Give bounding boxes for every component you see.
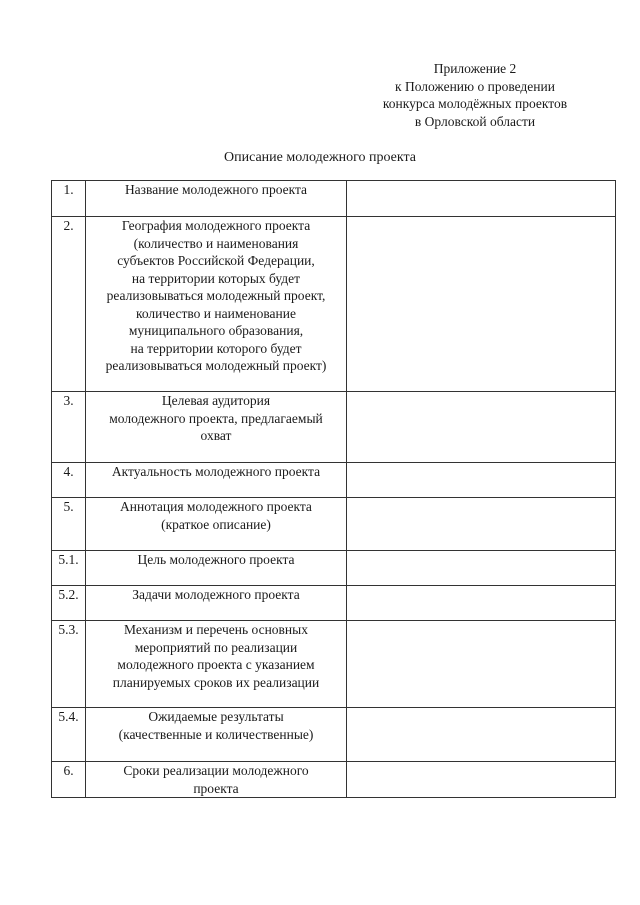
row-number: 4. [52, 463, 86, 498]
row-label: Цель молодежного проекта [86, 551, 347, 586]
table-row [52, 621, 616, 708]
row-number: 5.2. [52, 586, 86, 621]
row-label: Механизм и перечень основных мероприятий по реализации молодежного проекта с указанием планируемых сроков их реализации [86, 621, 347, 708]
table-row [52, 181, 616, 217]
appendix-line: в Орловской области [414, 113, 536, 129]
table-row [52, 551, 616, 586]
table-row [52, 708, 616, 762]
row-value-cell [347, 621, 616, 708]
row-number: 5.4. [52, 708, 86, 762]
row-label: География молодежного проекта (количество и наименования субъектов Российской Федерации, на территории которых будет реализовываться молодежный проект, количество и наименование муниципального образования, на территории которого будет реализовываться молодежный проект) [86, 217, 347, 392]
row-label: Актуальность молодежного проекта [86, 463, 347, 498]
row-label: Ожидаемые результаты (качественные и количественные) [86, 708, 347, 762]
row-label: Аннотация молодежного проекта (краткое описание) [86, 498, 347, 551]
document-title: Описание молодежного проекта [223, 150, 417, 165]
row-value-cell [347, 551, 616, 586]
row-number: 5.3. [52, 621, 86, 708]
table-row [52, 463, 616, 498]
appendix-line: конкурса молодёжных проектов [382, 96, 568, 111]
row-label: Название молодежного проекта [86, 181, 347, 217]
row-number: 5. [52, 498, 86, 551]
project-description-table [51, 180, 616, 798]
row-number: 5.1. [52, 551, 86, 586]
table-row [52, 498, 616, 551]
row-value-cell [347, 586, 616, 621]
appendix-line: Приложение 2 [433, 61, 517, 76]
row-number: 3. [52, 392, 86, 463]
row-value-cell [347, 463, 616, 498]
appendix-header [330, 60, 620, 130]
row-number: 2. [52, 217, 86, 392]
row-value-cell [347, 762, 616, 798]
row-value-cell [347, 217, 616, 392]
row-label: Целевая аудитория молодежного проекта, предлагаемый охват [86, 392, 347, 463]
row-value-cell [347, 498, 616, 551]
table-row [52, 217, 616, 392]
table-row [52, 762, 616, 798]
row-number: 6. [52, 762, 86, 798]
row-number: 1. [52, 181, 86, 217]
row-label: Задачи молодежного проекта [86, 586, 347, 621]
row-value-cell [347, 181, 616, 217]
row-value-cell [347, 392, 616, 463]
row-label: Сроки реализации молодежного проекта [86, 762, 347, 798]
table-row [52, 392, 616, 463]
row-value-cell [347, 708, 616, 762]
table-row [52, 586, 616, 621]
appendix-line: к Положению о проведении [395, 78, 555, 94]
